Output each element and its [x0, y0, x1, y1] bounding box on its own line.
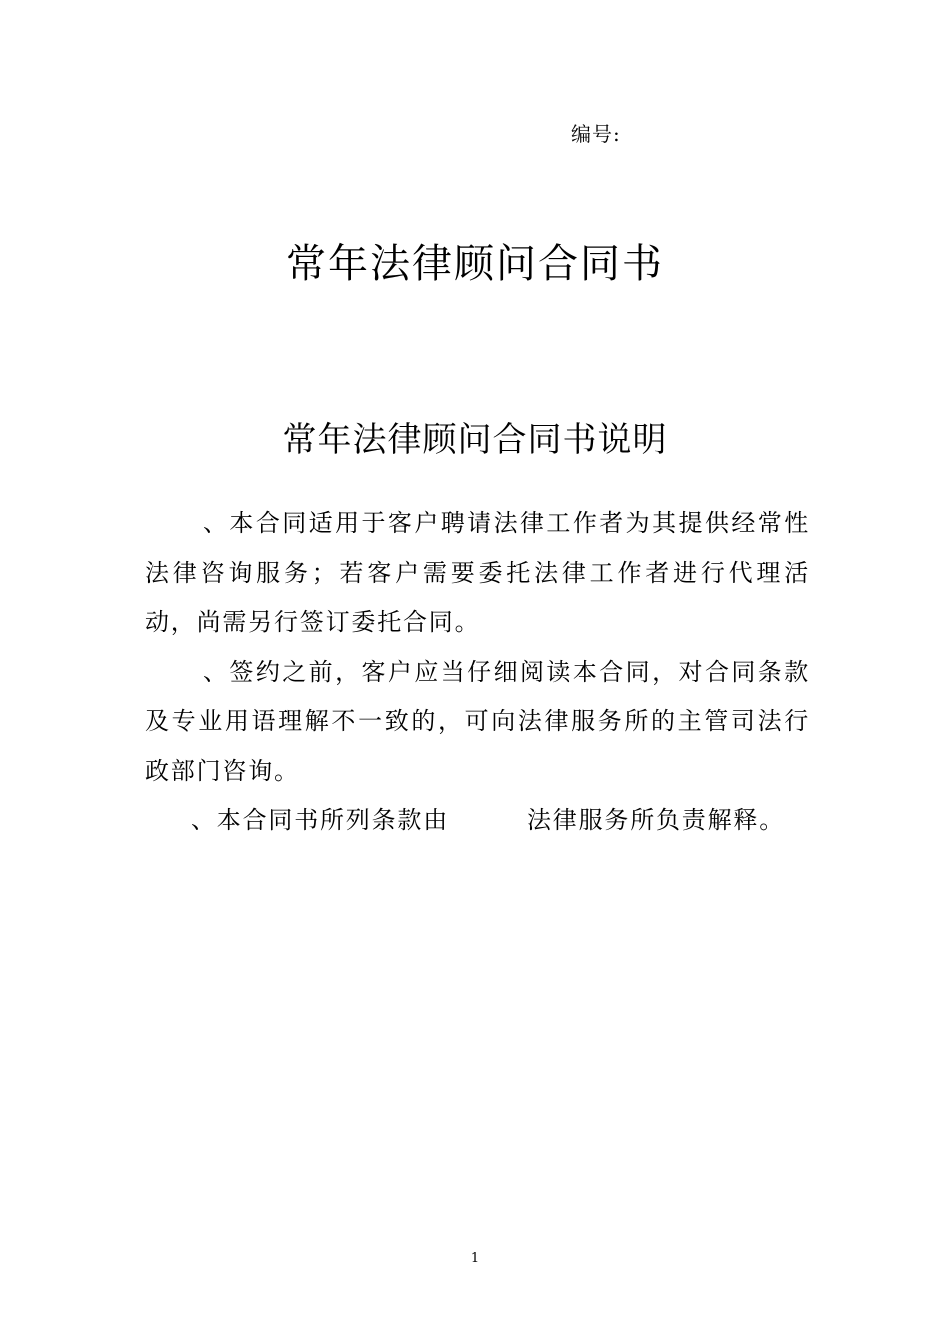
document-number-label: 编号: — [571, 122, 621, 146]
note-paragraph-1: 、本合同适用于客户聘请法律工作者为其提供经常性法律咨询服务；若客户需要委托法律工作者进行代理活动，尚需另行签订委托合同。 — [145, 509, 810, 636]
document-title: 常年法律顾问合同书 — [286, 241, 664, 287]
page-number: 1 — [470, 1251, 480, 1266]
notes-body — [145, 499, 810, 846]
note-paragraph-3-after-blank: 法律服务所负责解释。 — [527, 806, 785, 834]
notes-title: 常年法律顾问合同书说明 — [282, 420, 668, 460]
note-paragraph-2: 、签约之前，客户应当仔细阅读本合同，对合同条款及专业用语理解不一致的，可向法律服务所的主管司法行政部门咨询。 — [145, 657, 810, 785]
note-paragraph-3 — [145, 796, 810, 846]
note-paragraph-3-before-blank: 、本合同书所列条款由 — [191, 806, 449, 834]
